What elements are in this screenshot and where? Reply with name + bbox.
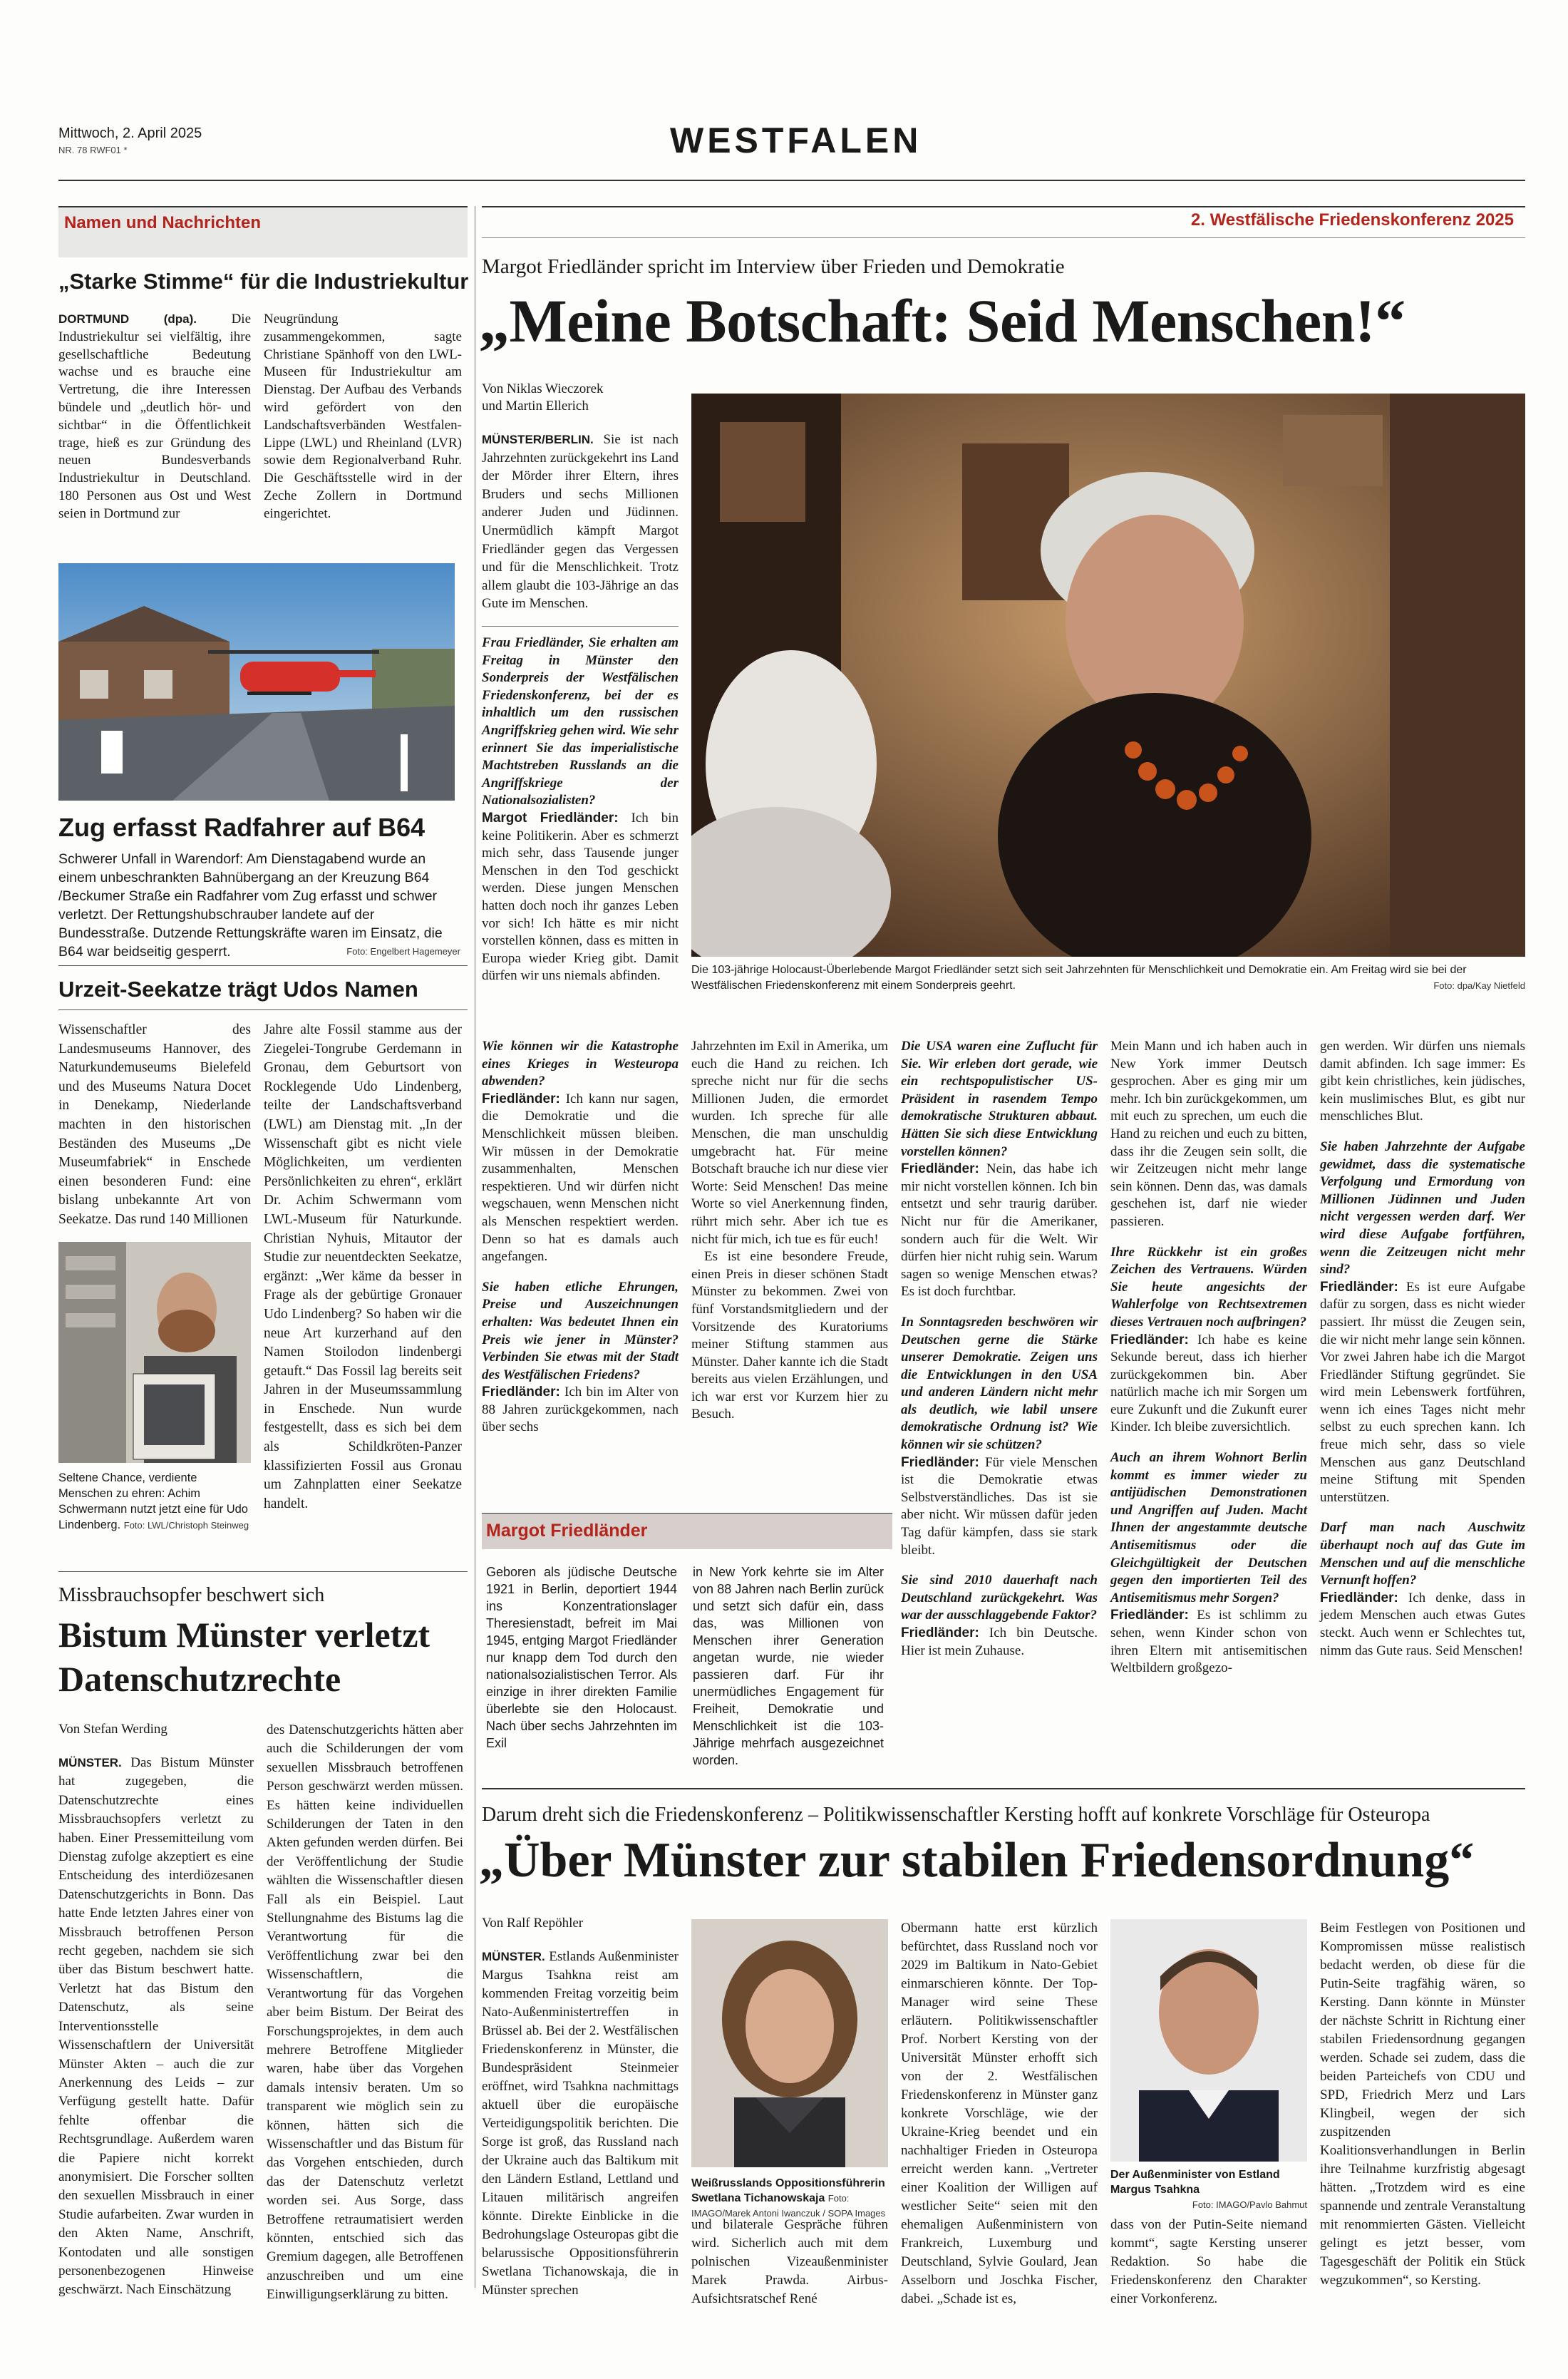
bio-col1: Geboren als jüdische Deutsche 1921 in Berlin, deportiert 1944 ins Konzentrationslager Theresienstadt, befreit im Mai 1945, entging Margot Friedländer nur knapp dem Tod durch den nationalsozialistischen Terror. Als einzige in ihrer direkten Familie überlebte sie den Holocaust. Nach über sechs Jahrzehnten im Exil — [486, 1565, 677, 1750]
tichanowskaja-portrait-image — [691, 1919, 888, 2167]
second-col4-bottom: dass von der Putin-Seite niemand kommt“, sagte Kersting unserer Redaktion. So habe die Friedenskonferenz den Charakter einer Vorkonferenz. — [1110, 2217, 1307, 2306]
masthead-rule — [58, 180, 1525, 181]
interview-question: Ihre Rückkehr ist ein großes Zeichen des Vertrauens. Würden Sie heute angesichts der Wahlerfolge von Rechtsextremen dieses Vertrauen noch aufbringen? — [1110, 1244, 1307, 1330]
interview-question: Auch an ihrem Wohnort Berlin kommt es immer wieder zu antijüdischen Demonstrationen und Angriffen auf Juden. Macht Ihnen der angestammte deutsche Antisemitismus oder die Gleichgültigkeit der Deutschen gegen den importierten Teil des Antisemitismus mehr Sorgen? — [1110, 1450, 1307, 1605]
interview-kicker: Margot Friedländer spricht im Interview über Frieden und Demokratie — [482, 255, 1065, 278]
second-kicker: Darum dreht sich die Friedenskonferenz – Politikwissenschaftler Kersting hofft auf konkrete Vorschläge für Osteuropa — [482, 1804, 1430, 1826]
interview-question: Wie können wir die Katastrophe eines Krieges in Westeuropa abwenden? — [482, 1039, 679, 1089]
photo-credit: Foto: IMAGO/Pavlo Bahmut — [1192, 2199, 1307, 2210]
bistum-byline: Von Stefan Werding — [58, 1722, 167, 1737]
answer-text: Mein Mann und ich haben auch in New York immer Deutsch gesprochen. Aber es ging mir um mehr. Ich bin zurückgekommen, um mit euch zu sprechen, um euch die Hand zu reichen und euch zu bitten, dass ihr die Zeugen sein sollt, die wir Zeitzeugen nicht mehr lange sein können. Denn das, was damals geschehen ist, darf nie wieder passieren. — [1110, 1039, 1307, 1229]
issue-number: NR. 78 RWF01 * — [58, 145, 128, 155]
photo-achim-schwermann — [58, 1242, 251, 1463]
interview-col3 — [901, 1038, 1098, 1660]
interview-question: Sie haben Jahrzehnte der Aufgabe gewidmet, dass die systematische Verfolgung und Ermordung von Millionen Jüdinnen und Juden nicht vergessen werden darf. Wer wird diese Aufgabe fortführen, wenn die Zeitzeugen nicht mehr sind? — [1320, 1139, 1525, 1278]
main-photo-caption — [691, 962, 1525, 994]
answer-text: Ich habe es keine Sekunde bereut, dass ich hierher zurückgekommen bin. Aber natürlich mache ich mir Sorgen um eure Zukunft und die Zukunft eurer Kinder. Ich bleibe zuversichtlich. — [1110, 1332, 1308, 1435]
divider — [58, 965, 468, 966]
answer-text: Ich bin keine Politikerin. Aber es schmerzt mich sehr, dass Tausende junger Menschen in den Tod geschickt werden. Diese jungen Menschen hatten doch noch ihr ganzes Leben vor sich! Ich hätte es mir nicht vorstellen können, dass es mitten in Europa wieder Krieg gibt. Damit dürfen wir uns niemals abfinden. — [482, 810, 679, 984]
caption-text: Der Außenminister von Estland Margus Tsahkna — [1110, 2169, 1280, 2196]
interview-question: Darf man nach Auschwitz überhaupt noch auf das Gute im Menschen und auf die menschliche Vernunft hoffen? — [1320, 1520, 1525, 1588]
dateline: DORTMUND (dpa). — [58, 312, 197, 326]
zug-text — [58, 850, 460, 961]
interview-question: In Sonntagsreden beschwören wir Deutschen gerne die Stärke unserer Demokratie. Zeigen uns die Entwicklungen in den USA und anderen Ländern nicht mehr als deutlich, wie labil unsere demokratische Ordnung ist? Wie können wir sie schützen? — [901, 1314, 1098, 1453]
answer-text: Ich denke, dass in jedem Menschen auch etwas Gutes steckt. Auch wenn er Schlechtes tut, nimm das Gute raus. Seid Menschen! — [1320, 1590, 1525, 1658]
divider — [482, 626, 679, 627]
divider — [58, 1009, 468, 1010]
second-headline: „Über Münster zur stabilen Friedensordnung“ — [479, 1833, 1475, 1888]
interview-col1 — [482, 1038, 679, 1437]
bistum-headline: Bistum Münster verletzt Datenschutzrechte — [58, 1615, 430, 1699]
interview-byline-2: und Martin Ellerich — [482, 399, 589, 413]
article-text: Das Bistum Münster hat zugegeben, die Datenschutzrechte eines Missbrauchsopfers verletzt zu haben. Einer Pressemitteilung vom Dienstag zufolge akzeptiert es eine Entscheidung des interdiözesanen Datenschutzgerichts in Bonn. Das hatte Ende letzten Jahres einer von Missbrauch betroffenen Person recht gegeben, nachdem sie sich über das Bistum beschwert hatte. Verletzt hat das Bistum den Datenschutz, als seine Interventionsstelle Wissenschaftlern der Universität Münster Akten – auch die zur Anerkennung des Leids – zur Verfügung gestellt hatte. Dafür fehlte offenbar die Rechtsgrundlage. Außerdem waren die Papiere nicht korrekt anonymisiert. Die Forscher sollten den sexuellen Missbrauch in einer Studie aufarbeiten. Zwar wurden in den Akten Name, Anschrift, Kontodaten und alle sonstigen personenbezogenen Hinweise geschwärzt. Nach Einschätzung — [58, 1755, 254, 2298]
seekatze-col1: Wissenschaftler des Landesmuseums Hannover, des Naturkundemuseums Bielefeld und des Museums Natura Docet in Denekamp, Niederlande machten in den historischen Beständen des Museums „De Museumfabriek“ in Enschede einen besonderen Fund: eine bislang unbekannte Art von Seekatze. Das rund 140 Millionen — [58, 1022, 251, 1227]
interview-col4 — [1110, 1038, 1307, 1677]
friedlaender-portrait-image — [691, 394, 1525, 957]
rubric-label: Namen und Nachrichten — [64, 213, 262, 232]
rubric-namen-nachrichten — [58, 206, 468, 257]
second-byline: Von Ralf Repöhler — [482, 1916, 584, 1931]
answer-text: Es ist eine besondere Freude, einen Preis in dieser schönen Stadt Münster zu bekommen. Zwei von fünf Vorstandsmitgliedern und der Vorsitzende des Kuratoriums meiner Stiftung stammen aus Münster. Daher kannte ich die Stadt bereits aus vielen Erzählungen, und ich war erst vor Kurzem hier zu Besuch. — [691, 1249, 888, 1422]
issue-date: Mittwoch, 2. April 2025 — [58, 125, 202, 141]
photo-credit: Foto: LWL/Christoph Steinweg — [123, 1520, 249, 1531]
answer-text: Jahrzehnten im Exil in Amerika, um euch die Hand zu reichen. Ich spreche nicht nur für die sechs Millionen Juden, die ermordet wurden. Ich spreche für alle Menschen, die man unschuldig umgebracht hat. Für meine Botschaft brauche ich nur diese vier Worte: Seid Menschen! Das meine Worte so viel Anerkennung finden, rührt mich sehr. Aber ich tue es nicht für mich, ich tue es für euch! — [691, 1039, 888, 1247]
divider — [482, 1788, 1525, 1789]
divider — [58, 1571, 468, 1572]
second-col2-bottom: und bilaterale Gespräche führen wird. Sicherlich auch mit dem polnischen Vizeaußenminister Marek Prawda. Airbus-Aufsichtsratschef René — [691, 2217, 888, 2306]
interview-question: Die USA waren eine Zuflucht für Sie. Wir erleben dort gerade, wie ein rechtspopulistischer US-Präsident in rasendem Tempo demokratische Strukturen abbaut. Hätten Sie sich diese Entwicklung vorstellen können? — [901, 1039, 1098, 1159]
photo-tsahkna — [1110, 1919, 1307, 2162]
answer-label: Friedländer: — [1110, 1332, 1189, 1347]
interview-col5 — [1320, 1038, 1525, 1660]
answer-text: Es ist eure Aufgabe dafür zu sorgen, dass es nicht wieder passiert. Ihr müsst die Zeugen sein, die wir nicht mehr lange sein können. Vor zwei Jahren habe ich die Margot Friedländer Stiftung gegründet. Sie wird mein Lebenswerk fortführen, wenn ich eines Tages nicht mehr selbst zu euch sprechen kann. Ich freue mich sehr, dass so viele Menschen aus ganz Deutschland meine Stiftung mit Spenden unterstützen. — [1320, 1279, 1525, 1505]
answer-label: Friedländer: — [901, 1161, 979, 1177]
photo-margot-friedlaender — [691, 394, 1525, 957]
interview-question: Frau Friedländer, Sie erhalten am Freitag in Münster den Sonderpreis der Westfälischen Friedenskonferenz, bei der es inhaltlich um den russischen Angriffskrieg gehen wird. Wie sehr erinnert Sie das imperialistische Machtstreben Russlands an die Angriffskriege der Nationalsozialisten? — [482, 635, 679, 808]
photo-credit: Foto: dpa/Kay Nietfeld — [1433, 980, 1525, 991]
answer-label: Friedländer: — [482, 1384, 560, 1400]
caption-text: Die 103-jährige Holocaust-Überlebende Margot Friedländer setzt sich seit Jahrzehnten für Menschlichkeit und Demokratie ein. Am Freitag wird sie bei der Westfälischen Friedenskonferenz mit einem Sonderpreis geehrt. — [691, 964, 1467, 992]
bio-box — [482, 1513, 892, 1778]
answer-label: Friedländer: — [1320, 1590, 1398, 1605]
answer-text: Es ist schlimm zu sehen, wenn Kinder schon von ihren Eltern mit antisemitischen Weltbildern großgezo- — [1110, 1608, 1308, 1676]
answer-label: Friedländer: — [1110, 1608, 1189, 1623]
answer-text: Ich kann nur sagen, die Demokratie und die Menschlichkeit müssen bleiben. Wir müssen in der Demokratie zusammenhalten, Menschen respektieren. Und wir dürfen nicht wegschauen, wenn Menschen nicht als Menschen respektiert werden. Denn so hat es damals auch angefangen. — [482, 1091, 679, 1265]
dateline: MÜNSTER/BERLIN. — [482, 433, 594, 446]
photo-tichanowskaja — [691, 1919, 888, 2167]
interview-col2 — [691, 1038, 888, 1424]
answer-label: Friedländer: — [482, 1091, 560, 1106]
photo1-caption — [691, 2176, 888, 2221]
bio-box-header — [482, 1514, 892, 1549]
bio-box-title: Margot Friedländer — [486, 1521, 648, 1541]
interview-q1-block — [482, 634, 679, 985]
answer-text: Nein, das habe ich mir nicht vorstellen können. Ich bin entsetzt und sehr traurig darüber. Nicht nur für die Amerikaner, sondern auch für die Welt. Wir dürfen hier nicht ruhig sein. Warum sagen so wenige Menschen etwas? Es ist doch furchtbar. — [901, 1161, 1098, 1300]
second-col1 — [482, 1948, 679, 2300]
rubric-label: 2. Westfälische Friedenskonferenz 2025 — [1190, 210, 1514, 230]
photo2-caption — [1110, 2167, 1307, 2212]
bistum-kicker: Missbrauchsopfer beschwert sich — [58, 1584, 325, 1606]
caption-text: Seltene Chance, verdiente Menschen zu ehren: Achim Schwermann nutzt jetzt eine für Udo Lindenberg. — [58, 1471, 248, 1531]
industriekultur-col2: Neugründung zusammengekommen, sagte Christiane Spänhoff von den LWL-Museen für Industriekultur am Dienstag. Der Aufbau des Verbands wird gefördert von den Landschaftsverbänden Westfalen-Lippe (LWL) und Rheinland (LVR) sowie dem Regionalverband Ruhr. Die Geschäftsstelle wird in der Zeche Zollern in Dortmund eingerichtet. — [264, 312, 462, 521]
interview-question: Sie haben etliche Ehrungen, Preise und Auszeichnungen erhalten: Was bedeutet Ihnen ein Preis wie jener in Münster? Verbinden Sie etwas mit der Stadt des Westfälischen Friedens? — [482, 1279, 679, 1382]
seekatze-col2: Jahre alte Fossil stamme aus der Ziegelei-Tongrube Gerdemann in Gronau, dem Geburtsort von Rocklegende Udo Lindenberg, teilte der Landschaftsverband (LWL) am Dienstag mit. „In der Wissenschaft gibt es nicht viele Möglichkeiten, um verdienten Persönlichkeiten zu ehren“, erklärt Dr. Achim Schwermann vom LWL-Museum für Naturkunde. Christian Nyhuis, Mitautor der Studie zur neuentdeckten Seekatze, ergänzt: „Wer käme da besser in Frage als der gebürtige Gronauer Udo Lindenberg? So haben wir die neue Art kurzerhand auf den Namen Stoilodon lindenbergi getauft.“ Das Fossil lag bereits seit Jahren in der Museumssammlung in Enschede. Nun wurde festgestellt, dass es sich bei dem als Schildkröten-Panzer klassifizierten Fossil aus Gronau um Zahnplatten einer Seekatze handelt. — [264, 1022, 462, 1511]
article-text: Schwerer Unfall in Warendorf: Am Dienstagabend wurde an einem unbeschrankten Bahnübergang an der Kreuzung B64 /Beckumer Straße ein Radfahrer vom Zug erfasst und schwer verletzt. Der Rettungshubschrauber landete auf der Bundesstraße. Dutzende Rettungskräfte waren im Einsatz, die B64 war beidseitig gesperrt. — [58, 851, 443, 960]
article-text: Estlands Außenminister Margus Tsahkna reist am kommenden Freitag vorzeitig beim Nato-Außenministertreffen in Brüssel ab. Bei der 2. Westfälischen Friedenskonferenz in Münster, die Bundespräsident Steinmeier eröffnet, wird Tsahkna nachmittags aktuell über die europäische Verteidigungspolitik berichten. Die Sorge ist groß, das Russland nach der Ukraine auch das Baltikum mit den Ländern Estland, Lettland und Litauen militärisch angreifen könnte. Direkte Einblicke in die Bedrohungslage Osteuropas gibt die belarussische Oppositionsführerin Swetlana Tichanowskaja, die in Münster sprechen — [482, 1949, 679, 2298]
photo-helicopter-accident — [58, 563, 455, 801]
article-text: Sie ist nach Jahrzehnten zurückgekehrt ins Land der Mörder ihrer Eltern, ihres Bruders und sechs Millionen anderer Juden und Jüdinnen. Unermüdlich kämpft Margot Friedländer gegen das Vergessen und für die Menschlichkeit. Trotz allem glaubt die 103-Jährige an das Gute im Menschen. — [482, 432, 679, 612]
answer-text: gen werden. Wir dürfen uns niemals damit abfinden. Ich sage immer: Es gibt kein christliches, kein jüdisches, kein muslimisches Blut, es gibt nur menschliches Blut. — [1320, 1039, 1525, 1124]
answer-label: Margot Friedländer: — [482, 810, 619, 826]
dateline: MÜNSTER. — [482, 1950, 545, 1963]
schwermann-portrait-image — [58, 1242, 251, 1463]
divider — [482, 237, 1525, 238]
dateline: MÜNSTER. — [58, 1756, 122, 1769]
answer-label: Friedländer: — [1320, 1279, 1398, 1295]
section-title: WESTFALEN — [670, 120, 922, 160]
answer-label: Friedländer: — [901, 1454, 979, 1470]
answer-text: Ich bin im Alter von 88 Jahren zurückgekommen, nach über sechs — [482, 1384, 679, 1435]
second-col5: Beim Festlegen von Positionen und Kompromissen müsse realistisch bedacht werden, ob diese für die Putin-Seite tragfähig wären, so Kersting. Dann könnte in Münster der nächste Schritt in Richtung einer stabilen Friedensordnung gegangen werden. Schade sei zudem, dass die beiden Parteichefs von CDU und SPD, Friedrich Merz und Lars Klingbeil, wegen der sich zuspitzenden Koalitionsverhandlungen in Berlin ihre Teilnahme kurzfristig abgesagt hätten. „Trotzdem wird es eine spannende und zentrale Veranstaltung mit renommierten Gästen. Vielleicht gelingt es jetzt besser, vom Tagesgeschäft der Politik ein Stück wegzukommen“, so Kersting. — [1320, 1921, 1525, 2288]
answer-text: Für viele Menschen ist die Demokratie etwas Selbstverständliches. Das ist sie aber nicht. Wir müssen dafür jeden Tag dafür kämpfen, dass sie stark bleibt. — [901, 1454, 1098, 1558]
bistum-col1 — [58, 1754, 254, 2300]
rubric-friedenskonferenz — [482, 206, 1525, 236]
caption-text: Weißrusslands Oppositionsführerin Swetlana Tichanowskaja — [691, 2177, 885, 2204]
helicopter-scene-image — [58, 563, 455, 801]
interview-intro — [482, 431, 679, 613]
second-col3: Obermann hatte erst kürzlich befürchtet, dass Russland noch vor 2029 im Baltikum in Nato-Gebiet einmarschieren könnte. Der Top-Manager wird seine These erläutern. Politikwissenschaftler Prof. Norbert Kersting von der Universität Münster erhofft sich von der 2. Westfälischen Friedenskonferenz in Münster ganz konkrete Vorschläge, wie der Ukraine-Krieg beendet und ein nachhaltiger Frieden in Osteuropa erreicht werden kann. „Vertreter einer Koalition der Willigen auf westlicher Seite“ seien mit den ehemaligen Außenministern von Frankreich, Luxemburg und Deutschland, Sylvie Goulard, Jean Asselborn und Joschka Fischer, dabei. „Schade ist es, — [901, 1921, 1098, 2306]
zug-headline: Zug erfasst Radfahrer auf B64 — [58, 813, 425, 842]
industriekultur-headline: „Starke Stimme“ für die Industriekultur — [58, 269, 469, 294]
interview-question: Sie sind 2010 dauerhaft nach Deutschland zurückgekehrt. Was war der ausschlaggebende Faktor? — [901, 1573, 1098, 1623]
industriekultur-col1 — [58, 311, 251, 523]
tsahkna-portrait-image — [1110, 1919, 1307, 2162]
article-text: Die Industriekultur sei vielfältig, ihre gesellschaftliche Bedeutung wachse und es brauche eine Vertretung, die ihre Interessen bündele und „deutlich hör- und sichtbar“ in die Öffentlichkeit trage, hieß es zur Gründung des neuen Bundesverbands Industriekultur in Deutschland. 180 Personen aus Ost und West seien in Dortmund zur — [58, 312, 251, 521]
photo-credit: Foto: IMAGO/Marek Antoni Iwanczuk / SOPA Images — [691, 2193, 886, 2219]
answer-label: Friedländer: — [901, 1625, 979, 1640]
schwermann-caption — [58, 1470, 251, 1533]
answer-text: Ich bin Deutsche. Hier ist mein Zuhause. — [901, 1625, 1098, 1658]
bistum-col2: des Datenschutzgerichts hätten aber auch die Schilderungen der vom sexuellen Missbrauch betroffenen Person geschwärzt werden müssen. Es hätten keine individuellen Schilderungen der Taten in den Akten gefunden werden dürfen. Bei der Veröffentlichung der Studie wählten die Wissenschaftler diesen Fall als ein Beispiel. Laut Stellungnahme des Bistums lag die Verantwortung für die Veröffentlichung zwar bei den Wissenschaftlern, die Verantwortung für das Vorgehen aber beim Bistum. Der Beirat des Forschungsprojektes, in dem auch mehrere Betroffene Mitglieder waren, habe über das Vorgehen damals intensiv beraten. Um so transparent wie möglich sein zu können, hätten sich die Wissenschaftler und das Bistum für das Vorgehen entschieden, durch das der Datenschutz verletzt worden sei. Aus Sorge, dass Betroffene retraumatisiert werden könnten, entschied sich das Gremium dagegen, alle Betroffenen anzuschreiben und um eine Einwilligungserklärung zu bitten. — [267, 1722, 463, 2303]
interview-byline-1: Von Niklas Wieczorek — [482, 381, 604, 396]
photo-credit: Foto: Engelbert Hagemeyer — [346, 946, 460, 957]
interview-headline: „Meine Botschaft: Seid Menschen!“ — [479, 287, 1405, 355]
bio-col2: in New York kehrte sie im Alter von 88 Jahren nach Berlin zurück und setzt sich dafür ein, dass das, was Millionen von Menschen ihrer Generation angetan wurde, nie wieder passieren darf. Für ihr unermüdliches Engagement für Freiheit, Demokratie und Menschlichkeit ist die 103-Jährige mehrfach ausgezeichnet worden. — [693, 1565, 884, 1767]
seekatze-headline: Urzeit-Seekatze trägt Udos Namen — [58, 977, 418, 1002]
